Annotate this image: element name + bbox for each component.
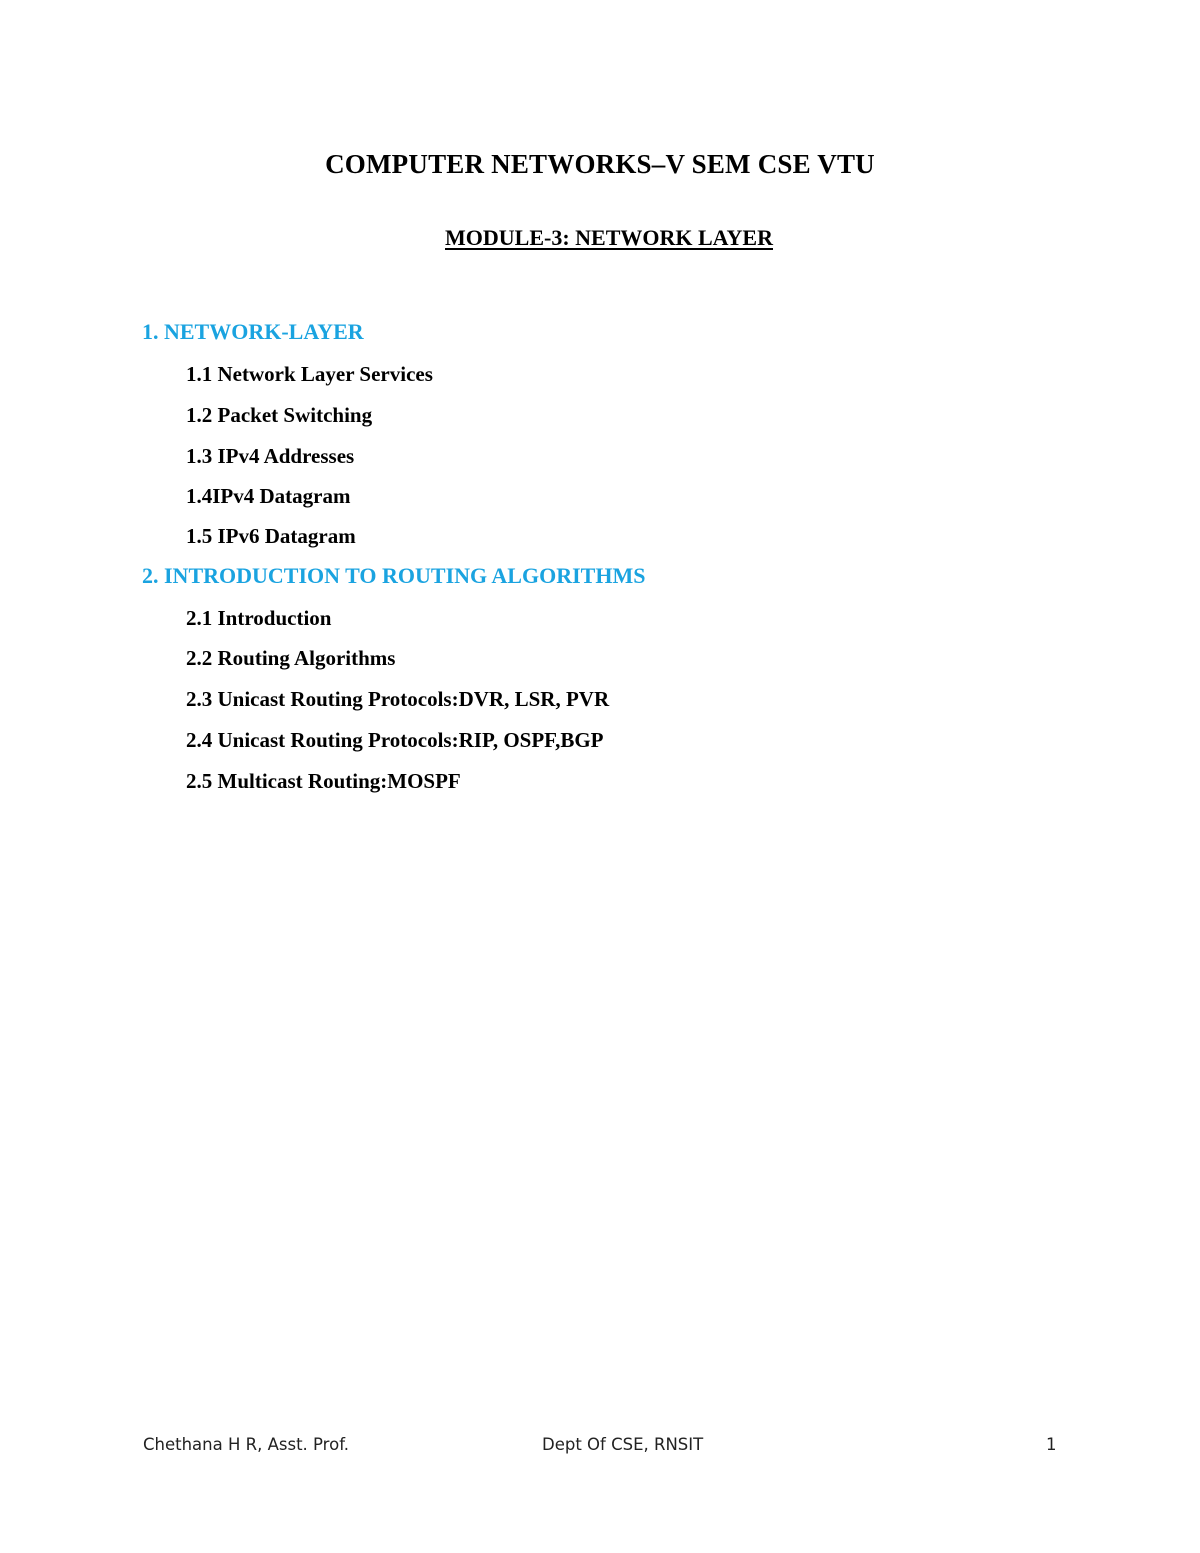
toc-item-1-2: 1.2 Packet Switching [186,403,373,427]
footer-department: Dept Of CSE, RNSIT [542,1435,704,1454]
section-heading-network-layer: 1. NETWORK-LAYER [142,319,364,344]
toc-item-1-4: 1.4IPv4 Datagram [186,484,351,508]
toc-item-1-3: 1.3 IPv4 Addresses [186,444,355,468]
toc-item-2-1: 2.1 Introduction [186,606,332,630]
toc-item-2-5: 2.5 Multicast Routing:MOSPF [186,769,461,793]
toc-item-2-4: 2.4 Unicast Routing Protocols:RIP, OSPF,BGP [186,728,604,752]
toc-item-1-1: 1.1 Network Layer Services [186,362,433,386]
toc-item-1-5: 1.5 IPv6 Datagram [186,524,356,548]
toc-item-2-2: 2.2 Routing Algorithms [186,646,396,670]
document-title: COMPUTER NETWORKS–V SEM CSE VTU [325,149,875,179]
footer-author: Chethana H R, Asst. Prof. [143,1435,350,1454]
toc-item-2-3: 2.3 Unicast Routing Protocols:DVR, LSR, PVR [186,687,610,711]
footer-page-number: 1 [1046,1435,1057,1454]
module-subtitle: MODULE-3: NETWORK LAYER [445,225,773,250]
section-heading-routing-algorithms: 2. INTRODUCTION TO ROUTING ALGORITHMS [142,563,646,588]
